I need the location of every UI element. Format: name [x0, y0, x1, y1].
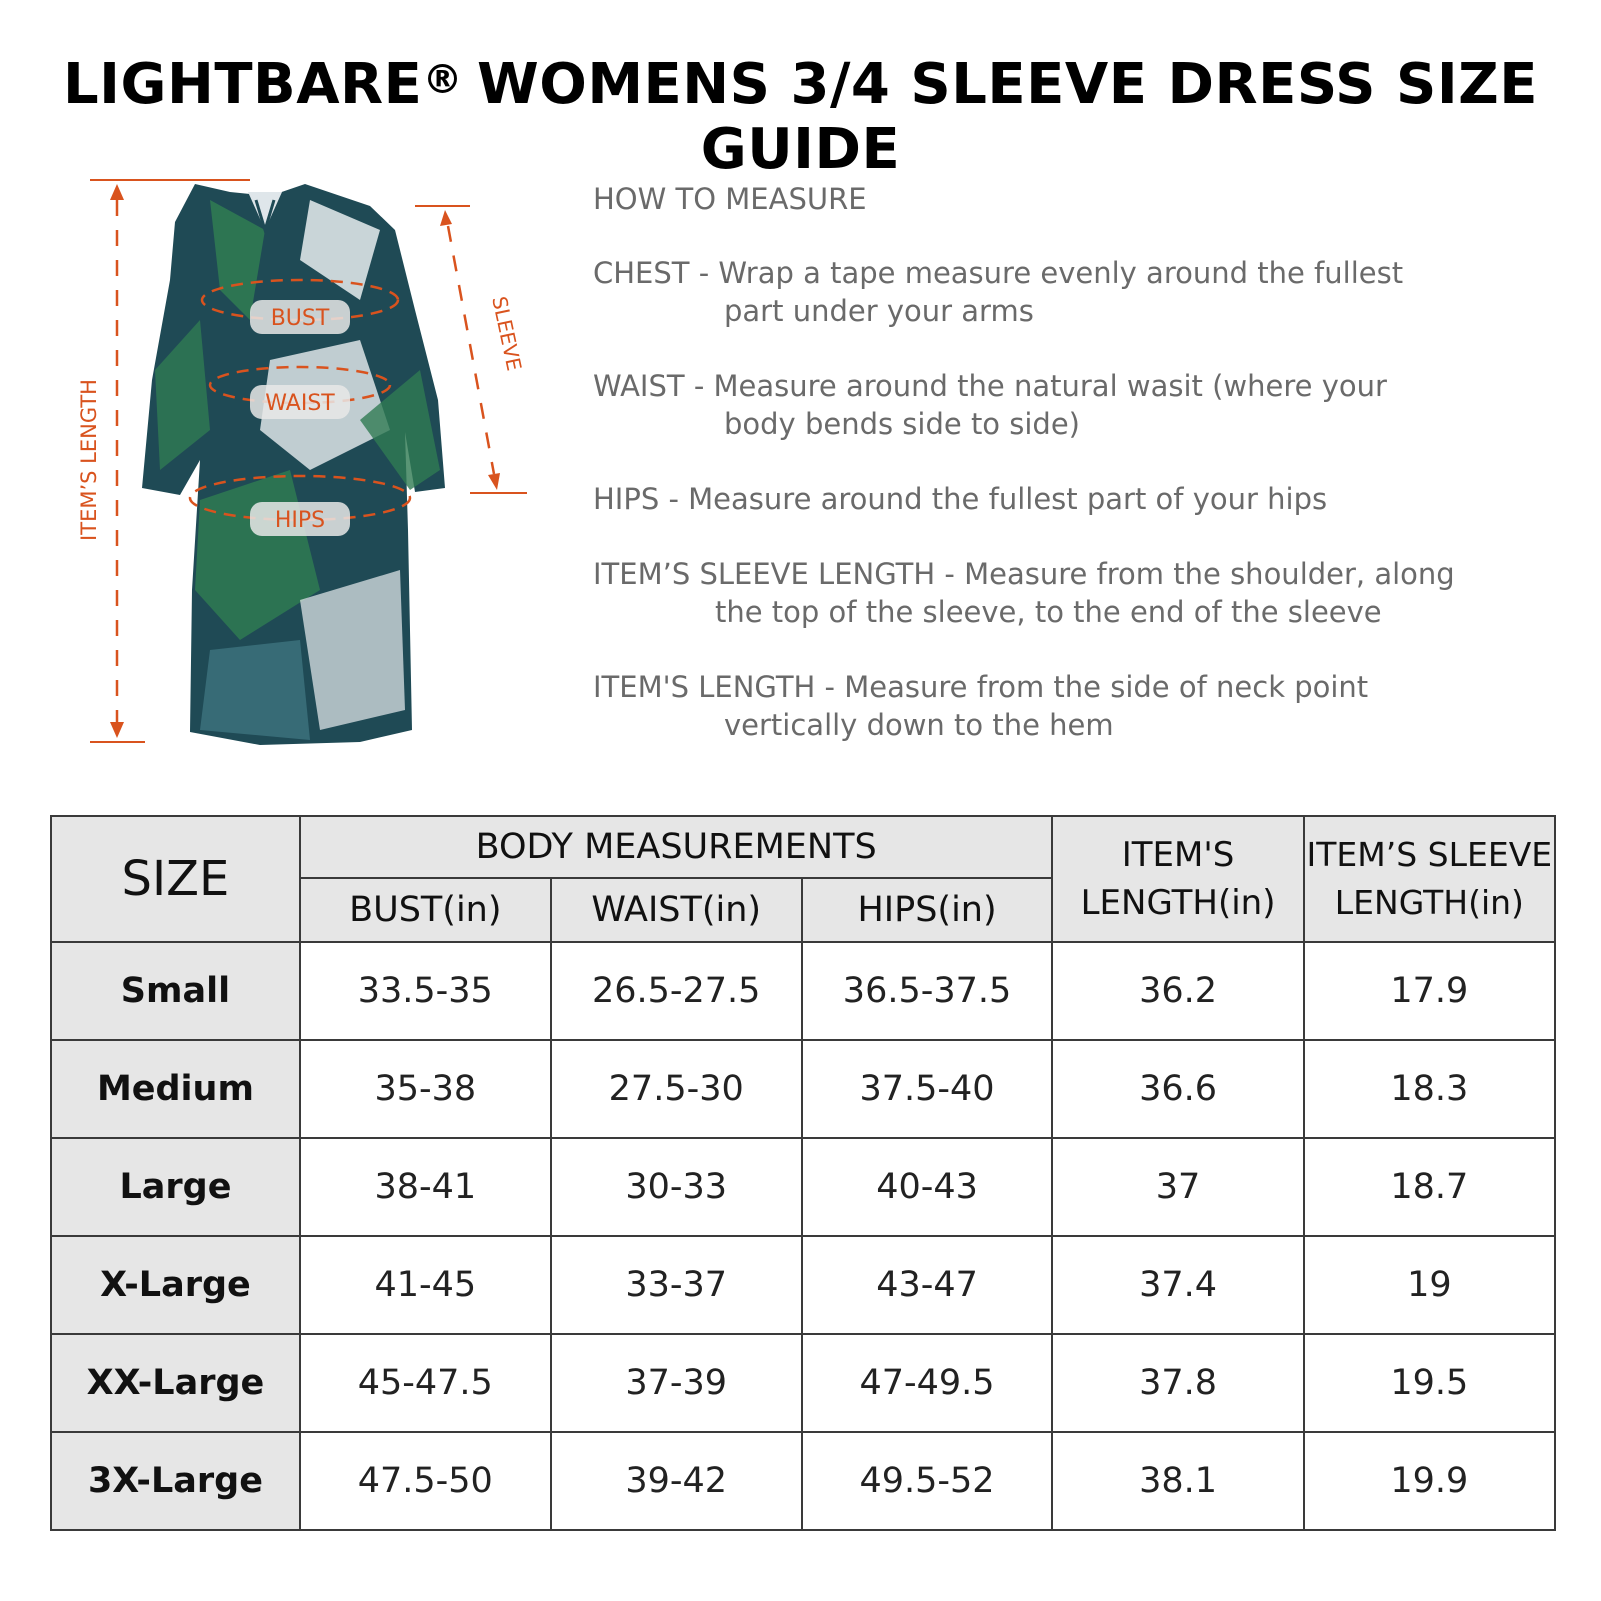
- measure-item-waist: [593, 367, 1553, 443]
- cell-length: 37.8: [1052, 1334, 1303, 1432]
- cell-waist: 27.5-30: [551, 1040, 802, 1138]
- measure-item-text-cont: part under your arms: [724, 294, 1034, 328]
- brand-name: LIGHTBARE: [62, 52, 423, 117]
- measure-item-text: Measure from the side of neck point: [844, 670, 1369, 704]
- measure-item-text: Measure from the shoulder, along: [964, 557, 1455, 591]
- sleeve-label: SLEEVE: [487, 294, 527, 373]
- cell-hips: 37.5-40: [802, 1040, 1053, 1138]
- header-size: SIZE: [51, 816, 300, 942]
- header-item-length: [1052, 816, 1303, 942]
- cell-bust: 33.5-35: [300, 942, 551, 1040]
- header-sleeve-length-line1: ITEM’S SLEEVE: [1306, 835, 1553, 874]
- cell-hips: 49.5-52: [802, 1432, 1053, 1530]
- measure-item-label: HIPS -: [593, 482, 689, 516]
- cell-waist: 37-39: [551, 1334, 802, 1432]
- cell-sleeve: 17.9: [1304, 942, 1555, 1040]
- cell-length: 38.1: [1052, 1432, 1303, 1530]
- size-table: [50, 815, 1556, 1531]
- cell-sleeve: 19.5: [1304, 1334, 1555, 1432]
- header-bust: BUST(in): [300, 878, 551, 942]
- how-to-measure-heading: HOW TO MEASURE: [593, 182, 867, 216]
- measure-item-length: [593, 668, 1553, 744]
- measure-item-chest: [593, 254, 1553, 330]
- how-to-measure: [593, 180, 1553, 781]
- cell-bust: 41-45: [300, 1236, 551, 1334]
- header-hips: HIPS(in): [802, 878, 1053, 942]
- table-row: [51, 1432, 1555, 1530]
- cell-size: 3X-Large: [51, 1432, 300, 1530]
- table-row: [51, 942, 1555, 1040]
- cell-sleeve: 18.7: [1304, 1138, 1555, 1236]
- measure-item-label: ITEM’S SLEEVE LENGTH -: [593, 557, 965, 591]
- hips-label: HIPS: [274, 508, 326, 533]
- measure-item-text-cont: body bends side to side): [724, 407, 1081, 441]
- cell-bust: 35-38: [300, 1040, 551, 1138]
- dress-measurement-figure: [60, 170, 550, 770]
- cell-waist: 26.5-27.5: [551, 942, 802, 1040]
- cell-size: Large: [51, 1138, 300, 1236]
- cell-length: 37.4: [1052, 1236, 1303, 1334]
- cell-sleeve: 19.9: [1304, 1432, 1555, 1530]
- measure-item-label: ITEM'S LENGTH -: [593, 670, 845, 704]
- dress-image: [142, 184, 445, 745]
- cell-length: 37: [1052, 1138, 1303, 1236]
- bust-label: BUST: [270, 306, 330, 331]
- cell-size: XX-Large: [51, 1334, 300, 1432]
- title-text: WOMENS 3/4 SLEEVE DRESS SIZE GUIDE: [476, 52, 1539, 182]
- cell-hips: 47-49.5: [802, 1334, 1053, 1432]
- measure-item-text: Measure around the natural wasit (where your: [713, 369, 1387, 403]
- cell-size: X-Large: [51, 1236, 300, 1334]
- measure-item-text-cont: vertically down to the hem: [724, 708, 1114, 742]
- cell-waist: 33-37: [551, 1236, 802, 1334]
- cell-bust: 45-47.5: [300, 1334, 551, 1432]
- table-row: [51, 1040, 1555, 1138]
- measure-item-text: Measure around the fullest part of your hips: [688, 482, 1328, 516]
- cell-waist: 39-42: [551, 1432, 802, 1530]
- table-row: [51, 1236, 1555, 1334]
- cell-bust: 38-41: [300, 1138, 551, 1236]
- table-row: [51, 1138, 1555, 1236]
- cell-length: 36.2: [1052, 942, 1303, 1040]
- length-label: ITEM’S LENGTH: [77, 379, 101, 541]
- cell-sleeve: 19: [1304, 1236, 1555, 1334]
- header-item-length-line1: ITEM'S: [1121, 835, 1235, 875]
- measure-item-label: CHEST -: [593, 256, 719, 290]
- registered-mark: ®: [422, 57, 463, 103]
- cell-hips: 40-43: [802, 1138, 1053, 1236]
- header-waist: WAIST(in): [551, 878, 802, 942]
- page-title: [0, 52, 1601, 182]
- table-row: [51, 1334, 1555, 1432]
- waist-label: WAIST: [265, 391, 335, 416]
- cell-hips: 43-47: [802, 1236, 1053, 1334]
- cell-sleeve: 18.3: [1304, 1040, 1555, 1138]
- measure-item-label: WAIST -: [593, 369, 714, 403]
- header-sleeve-length-line2: LENGTH(in): [1334, 883, 1524, 922]
- header-item-length-line2: LENGTH(in): [1080, 883, 1276, 923]
- header-sleeve-length: [1304, 816, 1555, 942]
- measure-item-text-cont: the top of the sleeve, to the end of the sleeve: [715, 595, 1382, 629]
- cell-size: Small: [51, 942, 300, 1040]
- cell-waist: 30-33: [551, 1138, 802, 1236]
- cell-size: Medium: [51, 1040, 300, 1138]
- cell-length: 36.6: [1052, 1040, 1303, 1138]
- measure-item-hips: [593, 480, 1553, 518]
- measure-item-sleeve-length: [593, 555, 1553, 631]
- header-body-measurements: BODY MEASUREMENTS: [300, 816, 1052, 878]
- cell-bust: 47.5-50: [300, 1432, 551, 1530]
- cell-hips: 36.5-37.5: [802, 942, 1053, 1040]
- measure-item-text: Wrap a tape measure evenly around the fullest: [718, 256, 1404, 290]
